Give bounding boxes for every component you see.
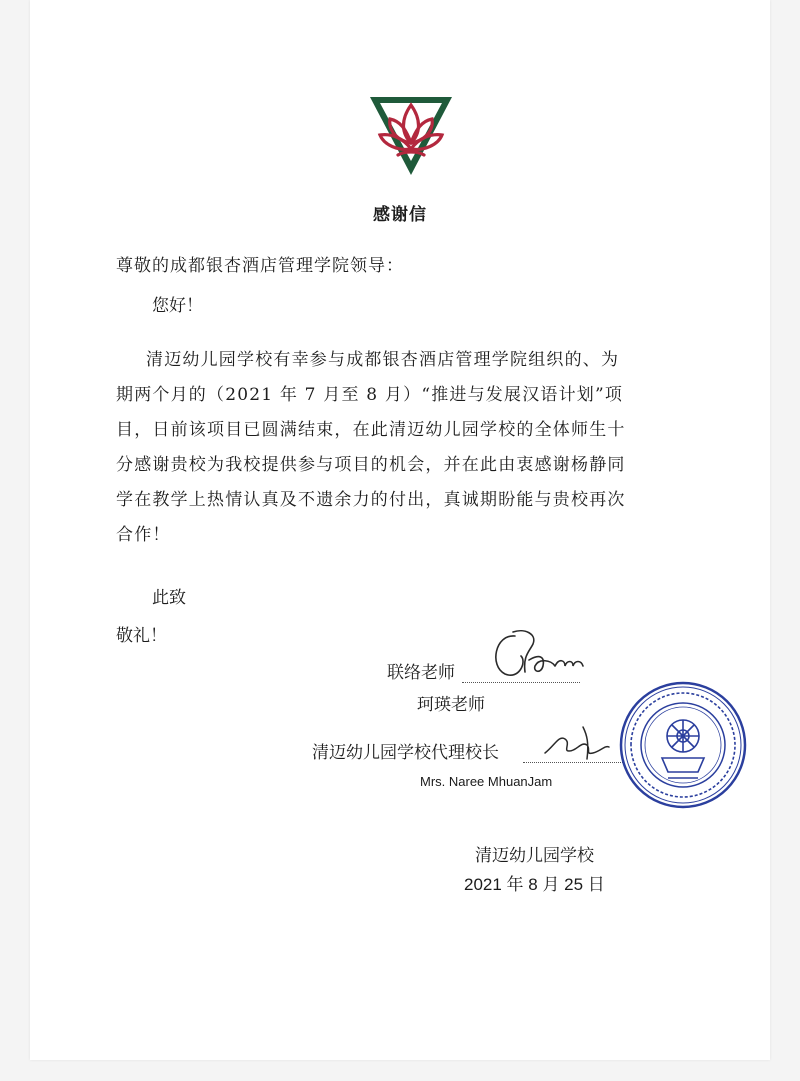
body-line-5: 学在教学上热情认真及不遗余力的付出，真诚期盼能与贵校再次 <box>116 490 626 510</box>
letter-page <box>30 0 770 1060</box>
contact-signature-icon <box>485 626 595 684</box>
footer-school: 清迈幼儿园学校 <box>475 846 594 866</box>
letter-title: 感谢信 <box>373 205 427 225</box>
school-seal-stamp-icon <box>618 680 748 810</box>
body-line-6: 合作！ <box>116 525 171 545</box>
principal-label: 清迈幼儿园学校代理校长 <box>312 743 499 763</box>
body-line-3: 目，日前该项目已圆满结束，在此清迈幼儿园学校的全体师生十 <box>116 420 626 440</box>
school-logo-icon <box>368 93 454 179</box>
contact-label: 联络老师 <box>387 663 455 683</box>
body-line-4: 分感谢贵校为我校提供参与项目的机会，并在此由衷感谢杨静同 <box>116 455 626 475</box>
greeting: 您好！ <box>152 296 203 316</box>
body-line-2: 期两个月的（2021 年 7 月至 8 月）“推进与发展汉语计划”项 <box>116 385 624 405</box>
footer-date: 2021 年 8 月 25 日 <box>464 875 605 894</box>
principal-signature-icon <box>535 715 615 765</box>
principal-name: Mrs. Naree MhuanJam <box>420 774 553 789</box>
closing-jing-li: 敬礼！ <box>116 626 167 646</box>
salutation: 尊敬的成都银杏酒店管理学院领导： <box>116 256 404 276</box>
body-line-1: 清迈幼儿园学校有幸参与成都银杏酒店管理学院组织的、为 <box>146 350 620 370</box>
contact-name: 珂瑛老师 <box>417 695 485 715</box>
closing-ci-zhi: 此致 <box>152 588 186 608</box>
